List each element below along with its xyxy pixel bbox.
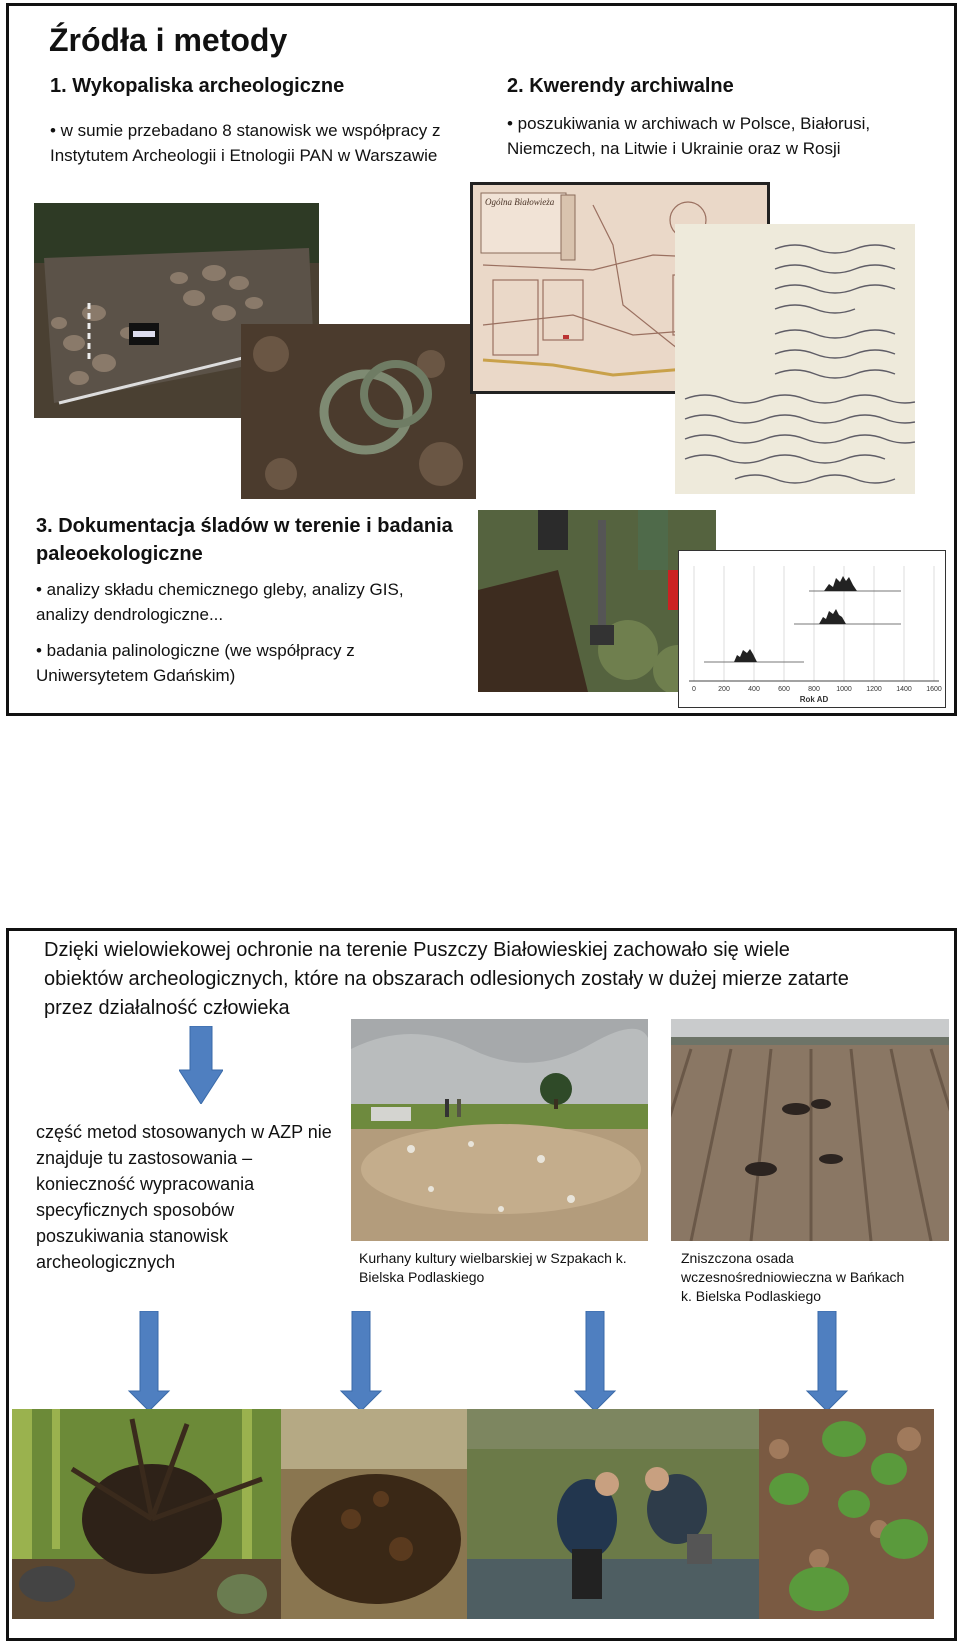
section1-bullet: • w sumie przebadano 8 stanowisk we współpracy z Instytutem Archeologii i Etnologii PAN w Warszawie	[50, 121, 441, 165]
section3-heading: 3. Dokumentacja śladów w terenie i badania paleoekologiczne	[36, 515, 453, 565]
plowed-field-photo	[671, 1019, 949, 1241]
bronze-ring-photo	[241, 324, 476, 499]
page-title: Źródła i metody	[49, 22, 288, 58]
chart-tick-400: 400	[748, 686, 760, 693]
radiocarbon-chart	[678, 550, 946, 708]
moss-mounds-photo	[759, 1409, 934, 1619]
manuscript-document	[675, 224, 915, 494]
slide-forest-preservation	[6, 928, 957, 1641]
chart-tick-1000: 1000	[836, 686, 852, 693]
map-title: Ogólna Białowieża	[485, 197, 555, 207]
barrow-photo	[351, 1019, 648, 1241]
section2-heading: 2. Kwerendy archiwalne	[507, 75, 734, 97]
chart-tick-600: 600	[778, 686, 790, 693]
section2-bullet: • poszukiwania w archiwach w Polsce, Białorusi, Niemczech, na Litwie i Ukrainie oraz w Rosji	[507, 114, 871, 158]
down-arrow-icon	[573, 1311, 617, 1411]
field-survey-photo	[467, 1409, 767, 1619]
soil-mound-photo	[281, 1409, 471, 1619]
section1-heading: 1. Wykopaliska archeologiczne	[50, 75, 345, 97]
intro-text: Dzięki wielowiekowej ochronie na terenie Puszczy Białowieskiej zachowało się wiele obiektów archeologicznych, które na obszarach odlesionych zostały w dużej mierze zatarte przez działalność człowieka	[44, 939, 849, 1019]
methods-text: część metod stosowanych w AZP nie znajduje tu zastosowania – konieczność wypracowania specyficznych sposobów poszukiwania stanowisk archeologicznych	[36, 1122, 332, 1272]
section3-bullet-1: • analizy składu chemicznego gleby, analizy GIS, analizy dendrologiczne...	[36, 580, 404, 624]
chart-tick-1400: 1400	[896, 686, 912, 693]
caption-settlement: Zniszczona osada wczesnośredniowieczna w Bańkach k. Bielska Podlaskiego	[681, 1250, 905, 1304]
slide-sources-methods	[6, 3, 957, 716]
chart-tick-1200: 1200	[866, 686, 882, 693]
chart-xlabel: Rok AD	[799, 695, 829, 704]
uprooted-tree-photo	[12, 1409, 287, 1619]
down-arrow-icon	[179, 1026, 223, 1104]
chart-tick-0: 0	[692, 686, 696, 693]
down-arrow-icon	[339, 1311, 383, 1411]
down-arrow-icon	[127, 1311, 171, 1411]
chart-tick-800: 800	[808, 686, 820, 693]
chart-tick-200: 200	[718, 686, 730, 693]
caption-barrows: Kurhany kultury wielbarskiej w Szpakach k. Bielska Podlaskiego	[359, 1250, 627, 1285]
chart-tick-1600: 1600	[926, 686, 942, 693]
down-arrow-icon	[805, 1311, 849, 1411]
section3-bullet-2: • badania palinologiczne (we współpracy z Uniwersytetem Gdańskim)	[36, 641, 355, 685]
